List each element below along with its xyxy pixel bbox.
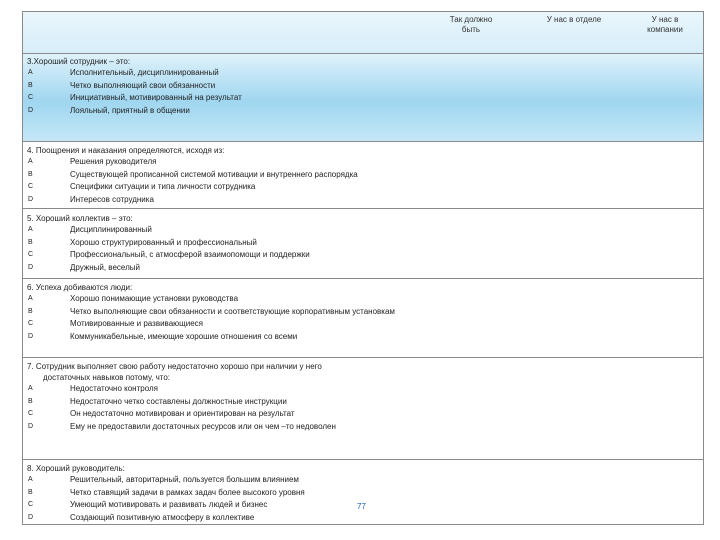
column-in-company: У нас в компании: [647, 15, 683, 34]
option-b[interactable]: B Четко выполняющие свои обязанности и соответствующие корпоративным установкам: [28, 306, 395, 316]
option-c[interactable]: C Специфики ситуации и типа личности сотрудника: [28, 182, 256, 191]
option-a[interactable]: A Исполнительный, дисциплинированный: [28, 68, 219, 77]
option-b[interactable]: B Хорошо структурированный и профессиональный: [28, 237, 257, 247]
question-title: 8. Хороший руководитель:: [27, 464, 125, 473]
option-d[interactable]: D Коммуникабельные, имеющие хорошие отношения со всеми: [28, 331, 298, 341]
option-c[interactable]: C Умеющий мотивировать и развивать людей и бизнес: [28, 500, 268, 509]
option-d[interactable]: D Дружный, веселый: [28, 262, 140, 272]
option-c[interactable]: C Мотивированные и развивающиеся: [28, 319, 203, 328]
page-number: 77: [357, 502, 366, 511]
question-row-6: [23, 279, 703, 358]
option-b[interactable]: B Существующей прописанной системой мотивации и внутреннего распорядка: [28, 169, 358, 179]
option-c[interactable]: C Инициативный, мотивированный на результат: [28, 93, 242, 102]
question-3: [27, 56, 699, 117]
question-row-8: [23, 460, 703, 524]
option-d[interactable]: D Интересов сотрудника: [28, 194, 154, 204]
option-d[interactable]: D Лояльный, приятный в общении: [28, 105, 190, 115]
question-title: 5. Хороший коллектив – это:: [27, 214, 133, 223]
question-row-4: [23, 142, 703, 209]
option-a[interactable]: A Дисциплинированный: [28, 225, 152, 234]
option-c[interactable]: C Профессиональный, с атмосферой взаимопомощи и поддержки: [28, 250, 310, 259]
question-title: 4. Поощрения и наказания определяются, исходя из:: [27, 146, 225, 155]
question-title-line-2: достаточных навыков потому, что:: [43, 373, 171, 382]
question-title-line-1: 7. Сотрудник выполняет свою работу недостаточно хорошо при наличии у него: [27, 362, 322, 371]
option-a[interactable]: A Хорошо понимающие установки руководства: [28, 294, 239, 303]
option-d[interactable]: D Создающий позитивную атмосферу в коллективе: [28, 512, 255, 522]
table-header: [23, 12, 703, 54]
option-a[interactable]: A Недостаточно контроля: [28, 384, 158, 393]
question-4: [27, 145, 699, 206]
question-row-7: [23, 358, 703, 460]
column-should-be: Так должно быть: [449, 15, 493, 34]
option-a[interactable]: A Решительный, авторитарный, пользуется большим влиянием: [28, 475, 299, 484]
question-7: [27, 361, 699, 433]
option-b[interactable]: B Недостаточно четко составлены должностные инструкции: [28, 396, 287, 406]
question-6: [27, 282, 699, 343]
question-8: [27, 463, 699, 524]
question-row-5: [23, 209, 703, 279]
question-title: [27, 361, 699, 383]
option-a[interactable]: A Решения руководителя: [28, 157, 157, 166]
question-5: [27, 213, 699, 274]
question-title: 6. Успеха добиваются люди:: [27, 283, 133, 292]
question-row-3: [23, 54, 703, 142]
question-title: 3.Хороший сотрудник – это:: [27, 57, 131, 66]
option-b[interactable]: B Четко выполняющий свои обязанности: [28, 80, 216, 90]
option-c[interactable]: C Он недостаточно мотивирован и ориентирован на результат: [28, 409, 295, 418]
survey-table: [22, 11, 704, 525]
option-b[interactable]: B Четко ставящий задачи в рамках задач более высокого уровня: [28, 487, 305, 497]
option-d[interactable]: D Ему не предоставили достаточных ресурсов или он чем –то недоволен: [28, 421, 336, 431]
column-in-department: У нас в отделе: [546, 15, 602, 24]
